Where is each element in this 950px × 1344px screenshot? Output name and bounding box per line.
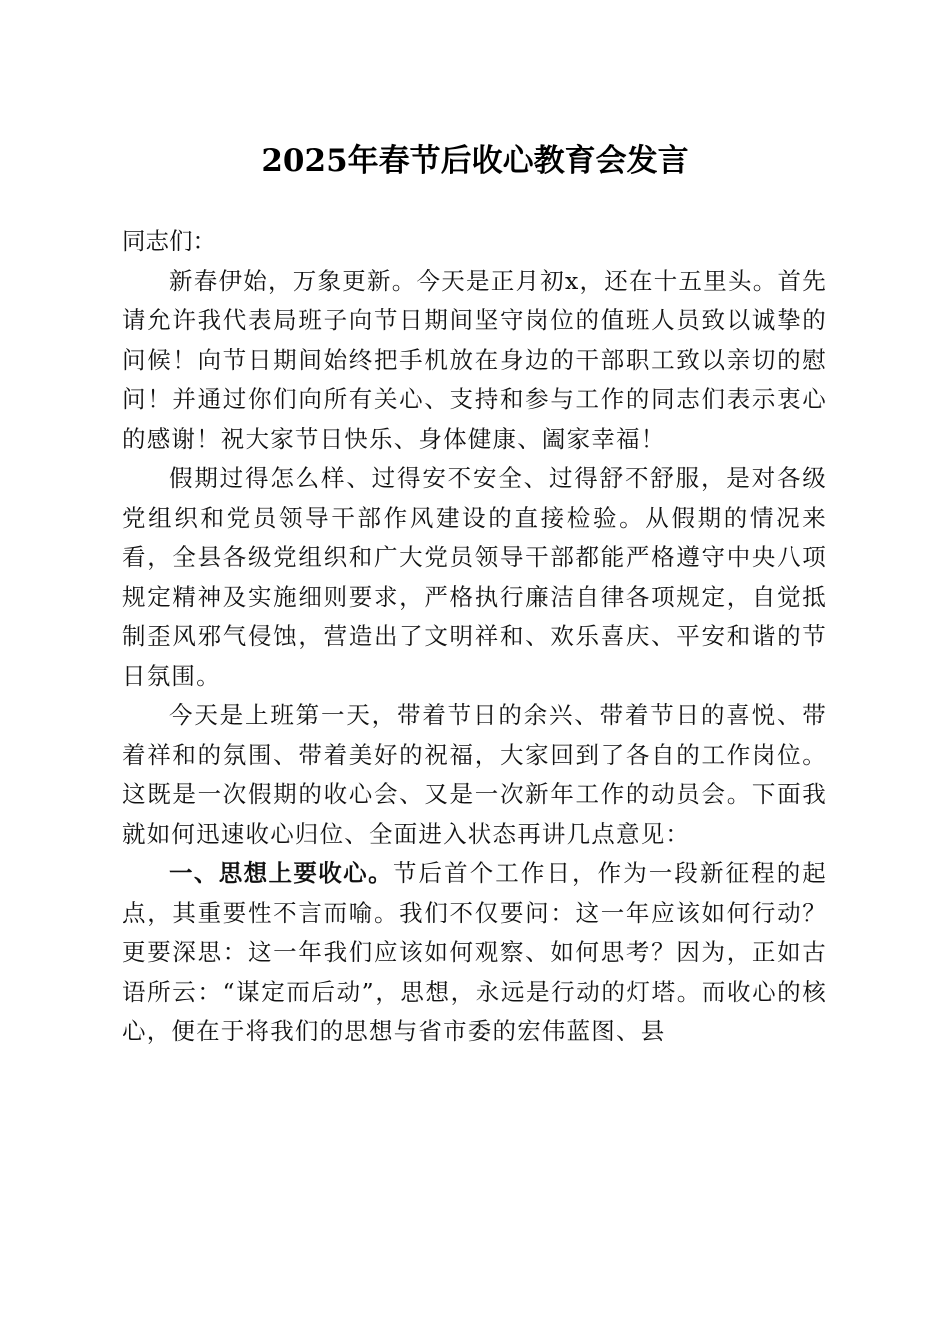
paragraph-greeting: 新春伊始，万象更新。今天是正月初x，还在十五里头。首先请允许我代表局班子向节日期间坚守岗位的值班人员致以诚挚的问候！向节日期间始终把手机放在身边的干部职工致以亲切的慰问！并通过你们向所有关心、支持和参与工作的同志们表示衷心的感谢！祝大家节日快乐、身体健康、阖家幸福！: [122, 266, 827, 453]
document-body: [122, 222, 827, 1052]
document-title: 2025年春节后收心教育会发言: [261, 143, 689, 179]
paragraph-first-workday: 今天是上班第一天，带着节日的余兴、带着节日的喜悦、带着祥和的氛围、带着美好的祝福，大家回到了各自的工作岗位。这既是一次假期的收心会、又是一次新年工作的动员会。下面我就如何迅速收心归位、全面进入状态再讲几点意见：: [122, 701, 827, 848]
paragraph-holiday-review: 假期过得怎么样、过得安不安全、过得舒不舒服，是对各级党组织和党员领导干部作风建设的直接检验。从假期的情况来看，全县各级党组织和广大党员领导干部都能严格遵守中央八项规定精神及实施细则要求，严格执行廉洁自律各项规定，自觉抵制歪风邪气侵蚀，营造出了文明祥和、欢乐喜庆、平安和谐的节日氛围。: [122, 464, 827, 690]
section-heading: 一、思想上要收心。: [169, 859, 393, 887]
section-text: 节后首个工作日，作为一段新征程的起点，其重要性不言而喻。我们不仅要问：这一年应该如何行动？更要深思：这一年我们应该如何观察、如何思考？因为，正如古语所云：“谋定而后动”，思想，永远是行动的灯塔。而收心的核心，便在于将我们的思想与省市委的宏伟蓝图、县: [122, 859, 828, 1045]
salutation: 同志们：: [122, 227, 216, 255]
paragraph-section-one: [122, 854, 827, 1052]
